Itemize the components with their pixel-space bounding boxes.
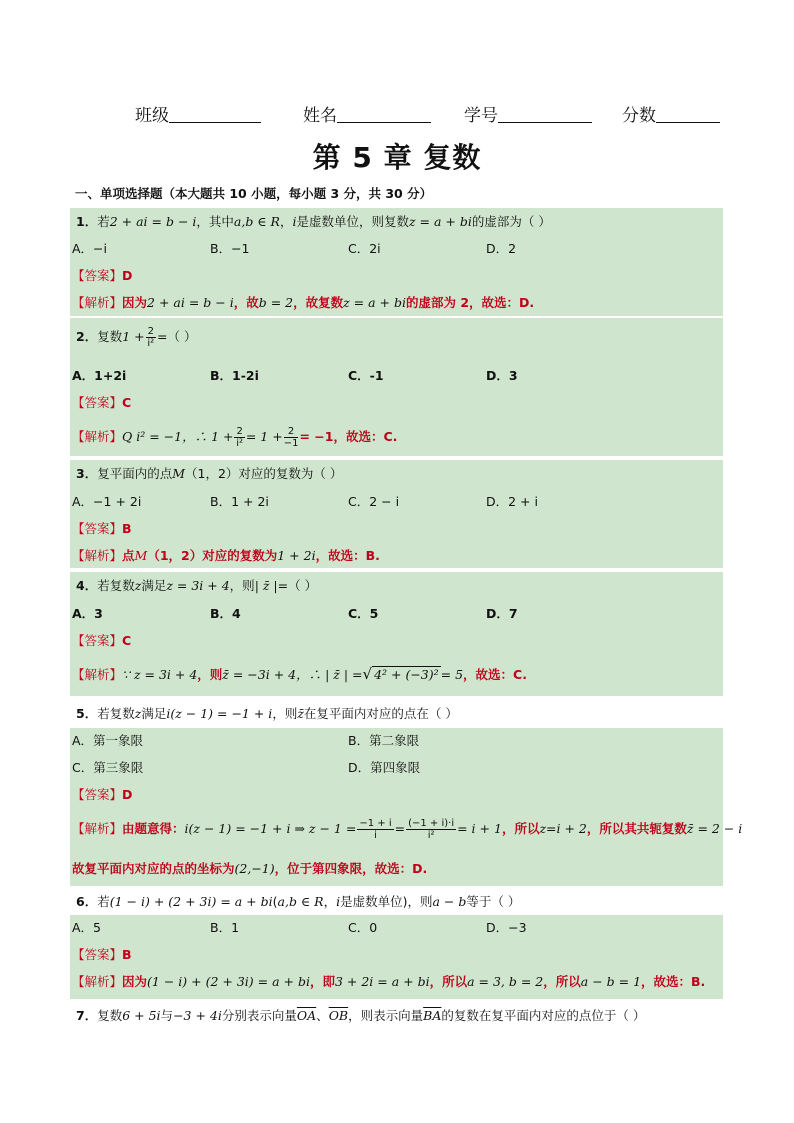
- math-expr: a − b: [432, 894, 467, 909]
- name-label: 姓名: [303, 106, 337, 126]
- stem-text: 等于（ ）: [466, 894, 521, 909]
- option-a[interactable]: A．5: [72, 920, 102, 935]
- analysis-text: ，故选：C.: [463, 667, 527, 682]
- stem-text: (: [272, 894, 278, 909]
- math-expr: M: [172, 466, 186, 481]
- math-expr: z = 3i + 4: [166, 578, 230, 593]
- analysis-text: ，则: [197, 667, 223, 682]
- analysis-text: 点: [122, 548, 135, 563]
- math-expr: z̄: [297, 706, 304, 721]
- question-number: 5．: [76, 706, 98, 721]
- question-3-answer: [70, 519, 723, 539]
- class-field: [135, 104, 261, 127]
- analysis-text: ，故: [233, 295, 259, 310]
- option-d[interactable]: D．3: [486, 368, 518, 383]
- question-3-options: [70, 492, 723, 512]
- question-4-stem: [70, 576, 723, 596]
- math-expr: = 1 +: [245, 429, 283, 444]
- question-6-answer: [70, 945, 723, 965]
- analysis-text: 因为: [122, 295, 148, 310]
- answer-tag: 【答案】: [72, 947, 123, 962]
- fraction-denominator: i: [374, 830, 377, 841]
- fraction-denominator: i²: [236, 438, 244, 449]
- stem-text: ，其中: [196, 214, 234, 229]
- answer-tag: 【答案】: [72, 633, 123, 648]
- option-b[interactable]: B．−1: [210, 241, 250, 256]
- option-c[interactable]: C．-1: [348, 368, 384, 383]
- stem-text: =（ ）: [277, 578, 318, 593]
- fraction-numerator: −1 + i: [359, 818, 392, 829]
- option-d[interactable]: D．2 + i: [486, 494, 538, 509]
- option-b[interactable]: B．1: [210, 920, 240, 935]
- id-label: 学号: [464, 106, 498, 126]
- math-expr: ∴ 1 +: [194, 429, 234, 444]
- option-c[interactable]: C．5: [348, 606, 379, 621]
- question-number: 2．: [76, 329, 98, 344]
- stem-text: 的虚部为（ ）: [471, 214, 551, 229]
- math-expr: z = a + bi: [408, 214, 472, 229]
- stem-text: ，则: [229, 578, 255, 593]
- question-4-options: [70, 604, 723, 624]
- math-expr: =: [394, 821, 406, 836]
- math-expr: ，∴ | z̄ | =: [296, 667, 363, 682]
- analysis-tag: 【解析】: [72, 974, 123, 989]
- question-number: 6．: [76, 894, 98, 909]
- option-a[interactable]: A．−1 + 2i: [72, 494, 142, 509]
- math-expr: M: [134, 548, 148, 563]
- score-field: [622, 104, 720, 127]
- question-4-answer: [70, 631, 723, 651]
- stem-text: ，则: [272, 706, 298, 721]
- student-info-header: [0, 104, 794, 128]
- analysis-tag: 【解析】: [72, 548, 123, 563]
- id-blank[interactable]: [498, 104, 592, 123]
- question-5-analysis-line-1: [70, 812, 743, 846]
- fraction-numerator: (−1 + i)·i: [408, 818, 455, 829]
- stem-text: 若复数: [97, 706, 135, 721]
- stem-text: 若复数: [97, 578, 135, 593]
- math-expr: 3 + 2i = a + bi: [334, 974, 430, 989]
- page-title: 第 5 章 复数: [312, 141, 482, 174]
- answer-value: C: [122, 395, 132, 410]
- stem-text: ，则表示向量: [348, 1008, 424, 1023]
- analysis-tag: 【解析】: [72, 429, 123, 444]
- fraction-numerator: 2: [284, 426, 299, 438]
- math-expr: 1 + 2i: [277, 548, 316, 563]
- option-b[interactable]: B．1 + 2i: [210, 494, 269, 509]
- analysis-text: ，即: [309, 974, 335, 989]
- answer-tag: 【答案】: [72, 787, 123, 802]
- question-5-options-row-2: [70, 758, 723, 778]
- math-expr: i(z − 1) = −1 + i ⇒ z − 1 =: [184, 821, 357, 836]
- stem-text: 是虚数单位，则复数: [296, 214, 409, 229]
- math-expr: z = a + bi: [343, 295, 406, 310]
- stem-text: =（ ）: [157, 329, 197, 344]
- id-field: [464, 104, 592, 127]
- option-c[interactable]: C．第三象限: [72, 760, 144, 775]
- math-fraction: [234, 426, 244, 449]
- analysis-text: 故复平面内对应的点的坐标为: [72, 861, 235, 876]
- option-c[interactable]: C．2i: [348, 241, 381, 256]
- answer-tag: 【答案】: [72, 268, 123, 283]
- option-c[interactable]: C．2 − i: [348, 494, 400, 509]
- name-blank[interactable]: [337, 104, 431, 123]
- math-expr: (2,−1): [234, 861, 275, 876]
- question-7-stem: [70, 1006, 723, 1026]
- analysis-text: 的虚部为 2，故选：D.: [406, 295, 535, 310]
- math-fraction: [146, 326, 156, 349]
- math-expr: 1 +: [122, 329, 145, 344]
- math-expr: a,b ∈ R: [277, 894, 324, 909]
- math-expr: a = 3, b = 2: [467, 974, 544, 989]
- answer-value: B: [122, 521, 132, 536]
- question-6-analysis: [70, 972, 723, 992]
- analysis-tag: 【解析】: [72, 667, 123, 682]
- sqrt-symbol-icon: √: [362, 665, 373, 683]
- math-expr: z=i + 2: [539, 821, 587, 836]
- math-expr: = 5: [440, 667, 464, 682]
- question-number: 7．: [76, 1008, 98, 1023]
- score-blank[interactable]: [656, 104, 720, 123]
- option-d[interactable]: D．第四象限: [348, 760, 421, 775]
- vector-ba: $\overline{BA}$: [423, 1008, 442, 1023]
- question-number: 4．: [76, 578, 98, 593]
- stem-text: 与: [160, 1008, 174, 1023]
- math-expr: z̄ = −3i + 4: [222, 667, 297, 682]
- name-field: [303, 104, 431, 127]
- question-number: 1．: [76, 214, 98, 229]
- class-blank[interactable]: [169, 104, 261, 123]
- analysis-text: = −1，故选：C.: [299, 429, 398, 444]
- stem-text: 若: [97, 894, 110, 909]
- stem-text: 复平面内的点: [97, 466, 173, 481]
- question-2-stem: [70, 322, 723, 352]
- math-expr: −3 + 4i: [173, 1008, 222, 1023]
- question-2-options: [70, 366, 723, 386]
- option-d[interactable]: D．2: [486, 241, 517, 256]
- stem-text: 复数: [97, 1008, 123, 1023]
- analysis-text: ，所以其共轭复数: [586, 821, 687, 836]
- option-b[interactable]: B．4: [210, 606, 241, 621]
- math-fraction: [406, 818, 456, 841]
- stem-text: 在复平面内对应的点在（ ）: [303, 706, 458, 721]
- stem-text: ，: [323, 894, 337, 909]
- math-expr: (1 − i) + (2 + 3i) = a + bi: [109, 894, 273, 909]
- answer-tag: 【答案】: [72, 521, 123, 536]
- question-3-stem: [70, 464, 723, 484]
- vector-ob: $\overline{OB}$: [328, 1008, 349, 1023]
- option-a[interactable]: A．1+2i: [72, 368, 127, 383]
- vector-oa: $\overline{OA}$: [296, 1008, 317, 1023]
- math-expr: i: [336, 894, 341, 909]
- math-expr: = i + 1: [457, 821, 502, 836]
- question-2-answer: [70, 393, 723, 413]
- answer-value: C: [122, 633, 132, 648]
- question-2-analysis: [70, 422, 723, 452]
- math-fraction: [284, 426, 299, 449]
- question-6-options: [70, 918, 723, 938]
- option-b[interactable]: B．1-2i: [210, 368, 259, 383]
- analysis-text: ，故选：B.: [641, 974, 706, 989]
- option-a[interactable]: A．−i: [72, 241, 107, 256]
- stem-text: 复数: [97, 329, 123, 344]
- option-d[interactable]: D．7: [486, 606, 518, 621]
- question-6-stem: [70, 892, 723, 912]
- math-expr: i: [292, 214, 297, 229]
- question-4-analysis: [70, 662, 723, 688]
- math-expr: b = 2: [258, 295, 294, 310]
- question-3-analysis: [70, 546, 723, 566]
- analysis-text: （1，2）对应的复数为: [147, 548, 278, 563]
- stem-text: 是虚数单位)，则: [340, 894, 433, 909]
- math-expr: 2 + ai = b − i: [109, 214, 197, 229]
- analysis-text: ，所以: [429, 974, 468, 989]
- analysis-tag: 【解析】: [72, 295, 123, 310]
- option-c[interactable]: C．0: [348, 920, 378, 935]
- math-fraction: [357, 818, 393, 841]
- stem-text: 满足: [141, 578, 167, 593]
- math-expr: i(z − 1) = −1 + i: [166, 706, 273, 721]
- analysis-text: 因为: [122, 974, 148, 989]
- math-expr: a − b = 1: [580, 974, 642, 989]
- math-expr: a,b ∈ R: [233, 214, 280, 229]
- analysis-text: ，所以: [501, 821, 540, 836]
- answer-value: D: [122, 787, 133, 802]
- question-5-answer: [70, 785, 723, 805]
- analysis-text: ，故选：B.: [315, 548, 380, 563]
- option-a[interactable]: A．3: [72, 606, 103, 621]
- option-d[interactable]: D．−3: [486, 920, 527, 935]
- math-expr: ∵ z = 3i + 4: [122, 667, 198, 682]
- score-label: 分数: [622, 106, 656, 126]
- math-expr: z: [134, 578, 142, 593]
- analysis-text: ，所以: [543, 974, 581, 989]
- stem-text: 若: [97, 214, 110, 229]
- math-expr: 2 + ai = b − i: [147, 295, 234, 310]
- stem-text: （1，2）对应的复数为（ ）: [185, 466, 343, 481]
- answer-tag: 【答案】: [72, 395, 123, 410]
- question-number: 3．: [76, 466, 98, 481]
- answer-value: B: [122, 947, 132, 962]
- math-expr: 4² + (−3)²: [374, 667, 439, 682]
- stem-text: 、: [316, 1008, 329, 1023]
- question-1-stem: [70, 212, 723, 232]
- question-5-analysis-line-2: [70, 859, 723, 879]
- math-expr: z: [134, 706, 142, 721]
- section-heading: 一、单项选择题（本大题共 10 小题，每小题 3 分，共 30 分）: [75, 186, 433, 201]
- answer-value: D: [122, 268, 133, 283]
- stem-text: 满足: [141, 706, 167, 721]
- stem-text: 的复数在复平面内对应的点位于（ ）: [441, 1008, 646, 1023]
- fraction-denominator: −1: [283, 438, 299, 449]
- math-expr: | z̄ |: [254, 578, 278, 593]
- option-a[interactable]: A．第一象限: [72, 733, 144, 748]
- option-b[interactable]: B．第二象限: [348, 733, 420, 748]
- stem-text: ，: [279, 214, 293, 229]
- analysis-text: ，位于第四象限，故选：D.: [274, 861, 428, 876]
- stem-text: 分别表示向量: [221, 1008, 297, 1023]
- class-label: 班级: [135, 106, 169, 126]
- math-expr: z̄ = 2 − i: [686, 821, 743, 836]
- math-expr: Q i² = −1，: [122, 429, 195, 444]
- analysis-text: 由题意得：: [122, 821, 185, 836]
- question-5-options-row-1: [70, 731, 723, 751]
- question-5-stem: [70, 704, 723, 724]
- math-expr: (1 − i) + (2 + 3i) = a + bi: [147, 974, 310, 989]
- fraction-denominator: i²: [147, 338, 155, 349]
- analysis-tag: 【解析】: [72, 821, 123, 836]
- analysis-text: ，故复数: [293, 295, 344, 310]
- question-1-options: [70, 239, 723, 259]
- fraction-numerator: 2: [236, 426, 243, 437]
- fraction-denominator: i²: [427, 830, 435, 841]
- math-expr: 6 + 5i: [122, 1008, 161, 1023]
- fraction-numerator: 2: [147, 326, 154, 337]
- question-1-analysis: [70, 293, 723, 313]
- question-1-answer: [70, 266, 723, 286]
